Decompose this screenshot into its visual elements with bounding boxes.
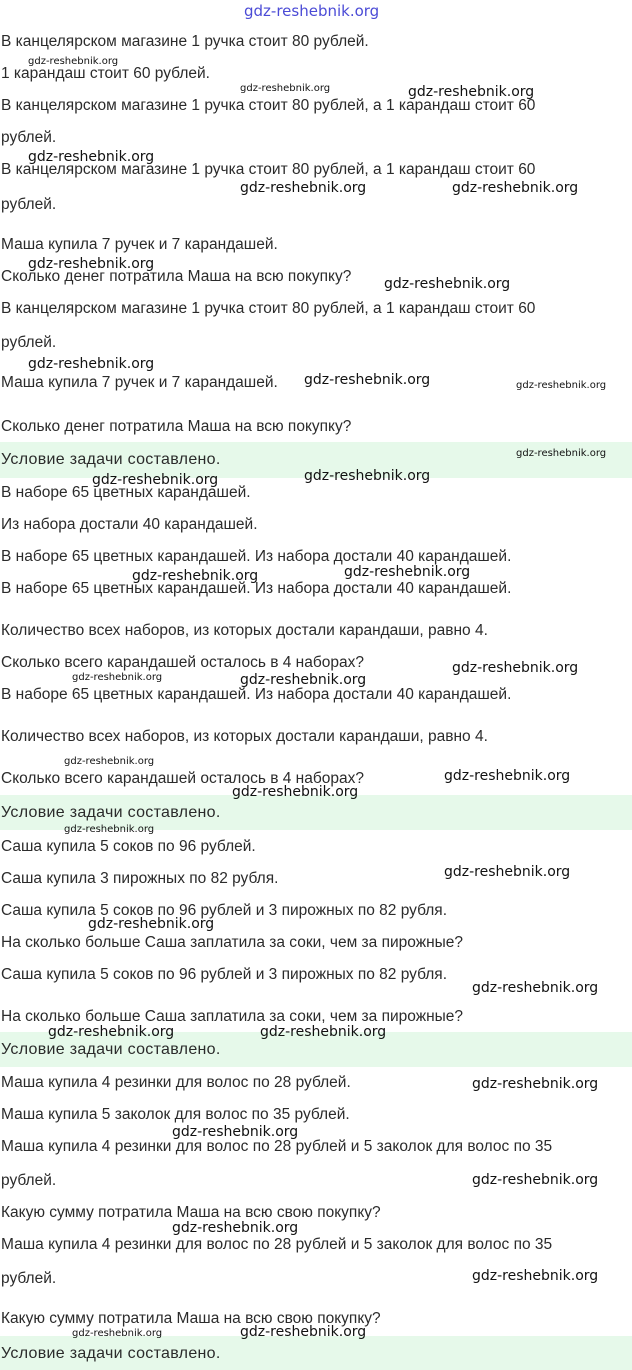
text-line: В канцелярском магазине 1 ручка стоит 80 рублей. [1,33,369,50]
watermark: gdz-reshebnik.org [48,1024,175,1040]
watermark: gdz-reshebnik.org [240,1324,367,1340]
watermark: gdz-reshebnik.org [72,1328,163,1339]
text-line: Количество всех наборов, из которых достали карандаши, равно 4. [1,728,488,745]
composed-label: Условие задачи составлено. [1,1345,221,1362]
watermark: gdz-reshebnik.org [28,56,119,67]
text-line: В наборе 65 цветных карандашей. Из набора достали 40 карандашей. [1,686,512,703]
watermark: gdz-reshebnik.org [92,472,219,488]
watermark: gdz-reshebnik.org [472,1172,599,1188]
watermark: gdz-reshebnik.org [72,672,163,683]
watermark: gdz-reshebnik.org [28,149,155,165]
watermark: gdz-reshebnik.org [304,468,431,484]
text-line: Саша купила 3 пирожных по 82 рубля. [1,870,279,887]
composed-label: Условие задачи составлено. [1,804,221,821]
text-line: Сколько всего карандашей осталось в 4 наборах? [1,770,364,787]
text-line: рублей. [1,1270,57,1287]
text-line: В наборе 65 цветных карандашей. Из набора достали 40 карандашей. [1,548,512,565]
text-line: 1 карандаш стоит 60 рублей. [1,65,210,82]
text-line: рублей. [1,196,57,213]
watermark: gdz-reshebnik.org [472,1076,599,1092]
watermark: gdz-reshebnik.org [516,380,607,391]
watermark: gdz-reshebnik.org [452,660,579,676]
watermark: gdz-reshebnik.org [240,83,331,94]
watermark: gdz-reshebnik.org [172,1220,299,1236]
text-line: Количество всех наборов, из которых достали карандаши, равно 4. [1,622,488,639]
text-line: Из набора достали 40 карандашей. [1,516,258,533]
text-line: Маша купила 4 резинки для волос по 28 рублей и 5 заколок для волос по 35 [1,1236,553,1253]
watermark: gdz-reshebnik.org [452,180,579,196]
watermark: gdz-reshebnik.org [260,1024,387,1040]
text-line: рублей. [1,334,57,351]
watermark: gdz-reshebnik.org [344,564,471,580]
text-line: На сколько больше Саша заплатила за соки, чем за пирожные? [1,934,464,951]
watermark: gdz-reshebnik.org [408,84,535,100]
watermark: gdz-reshebnik.org [28,356,155,372]
text-line: рублей. [1,129,57,146]
watermark: gdz-reshebnik.org [28,256,155,272]
watermark: gdz-reshebnik.org [516,448,607,459]
watermark: gdz-reshebnik.org [384,276,511,292]
text-line: Сколько денег потратила Маша на всю покупку? [1,268,352,285]
text-line: На сколько больше Саша заплатила за соки, чем за пирожные? [1,1008,464,1025]
text-line: Саша купила 5 соков по 96 рублей. [1,838,256,855]
text-line: Сколько всего карандашей осталось в 4 наборах? [1,654,364,671]
text-line: Маша купила 7 ручек и 7 карандашей. [1,236,278,253]
text-line: Саша купила 5 соков по 96 рублей и 3 пирожных по 82 рубля. [1,966,448,983]
text-line: Маша купила 4 резинки для волос по 28 рублей и 5 заколок для волос по 35 [1,1138,553,1155]
watermark: gdz-reshebnik.org [240,180,367,196]
watermark: gdz-reshebnik.org [88,916,215,932]
text-line: В наборе 65 цветных карандашей. [1,484,251,501]
watermark: gdz-reshebnik.org [64,824,155,835]
text-line: Маша купила 7 ручек и 7 карандашей. [1,374,278,391]
watermark: gdz-reshebnik.org [304,372,431,388]
watermark: gdz-reshebnik.org [244,2,380,20]
text-line: рублей. [1,1172,57,1189]
composed-label: Условие задачи составлено. [1,1041,221,1058]
text-line: Маша купила 5 заколок для волос по 35 рублей. [1,1106,350,1123]
text-line: В наборе 65 цветных карандашей. Из набора достали 40 карандашей. [1,580,512,597]
text-line: В канцелярском магазине 1 ручка стоит 80 рублей, а 1 карандаш стоит 60 [1,300,536,317]
watermark: gdz-reshebnik.org [240,672,367,688]
watermark: gdz-reshebnik.org [64,756,155,767]
text-line: Саша купила 5 соков по 96 рублей и 3 пирожных по 82 рубля. [1,902,448,919]
watermark: gdz-reshebnik.org [444,768,571,784]
text-line: В канцелярском магазине 1 ручка стоит 80 рублей, а 1 карандаш стоит 60 [1,97,536,114]
text-line: Какую сумму потратила Маша на всю свою покупку? [1,1204,381,1221]
text-line: Сколько денег потратила Маша на всю покупку? [1,418,352,435]
text-line: Какую сумму потратила Маша на всю свою покупку? [1,1310,381,1327]
composed-label: Условие задачи составлено. [1,451,221,468]
text-line: Маша купила 4 резинки для волос по 28 рублей. [1,1074,351,1091]
watermark: gdz-reshebnik.org [472,980,599,996]
text-line: В канцелярском магазине 1 ручка стоит 80 рублей, а 1 карандаш стоит 60 [1,161,536,178]
composed-banner [0,1336,632,1370]
watermark: gdz-reshebnik.org [132,568,259,584]
watermark: gdz-reshebnik.org [444,864,571,880]
watermark: gdz-reshebnik.org [472,1268,599,1284]
watermark: gdz-reshebnik.org [232,784,359,800]
watermark: gdz-reshebnik.org [172,1124,299,1140]
